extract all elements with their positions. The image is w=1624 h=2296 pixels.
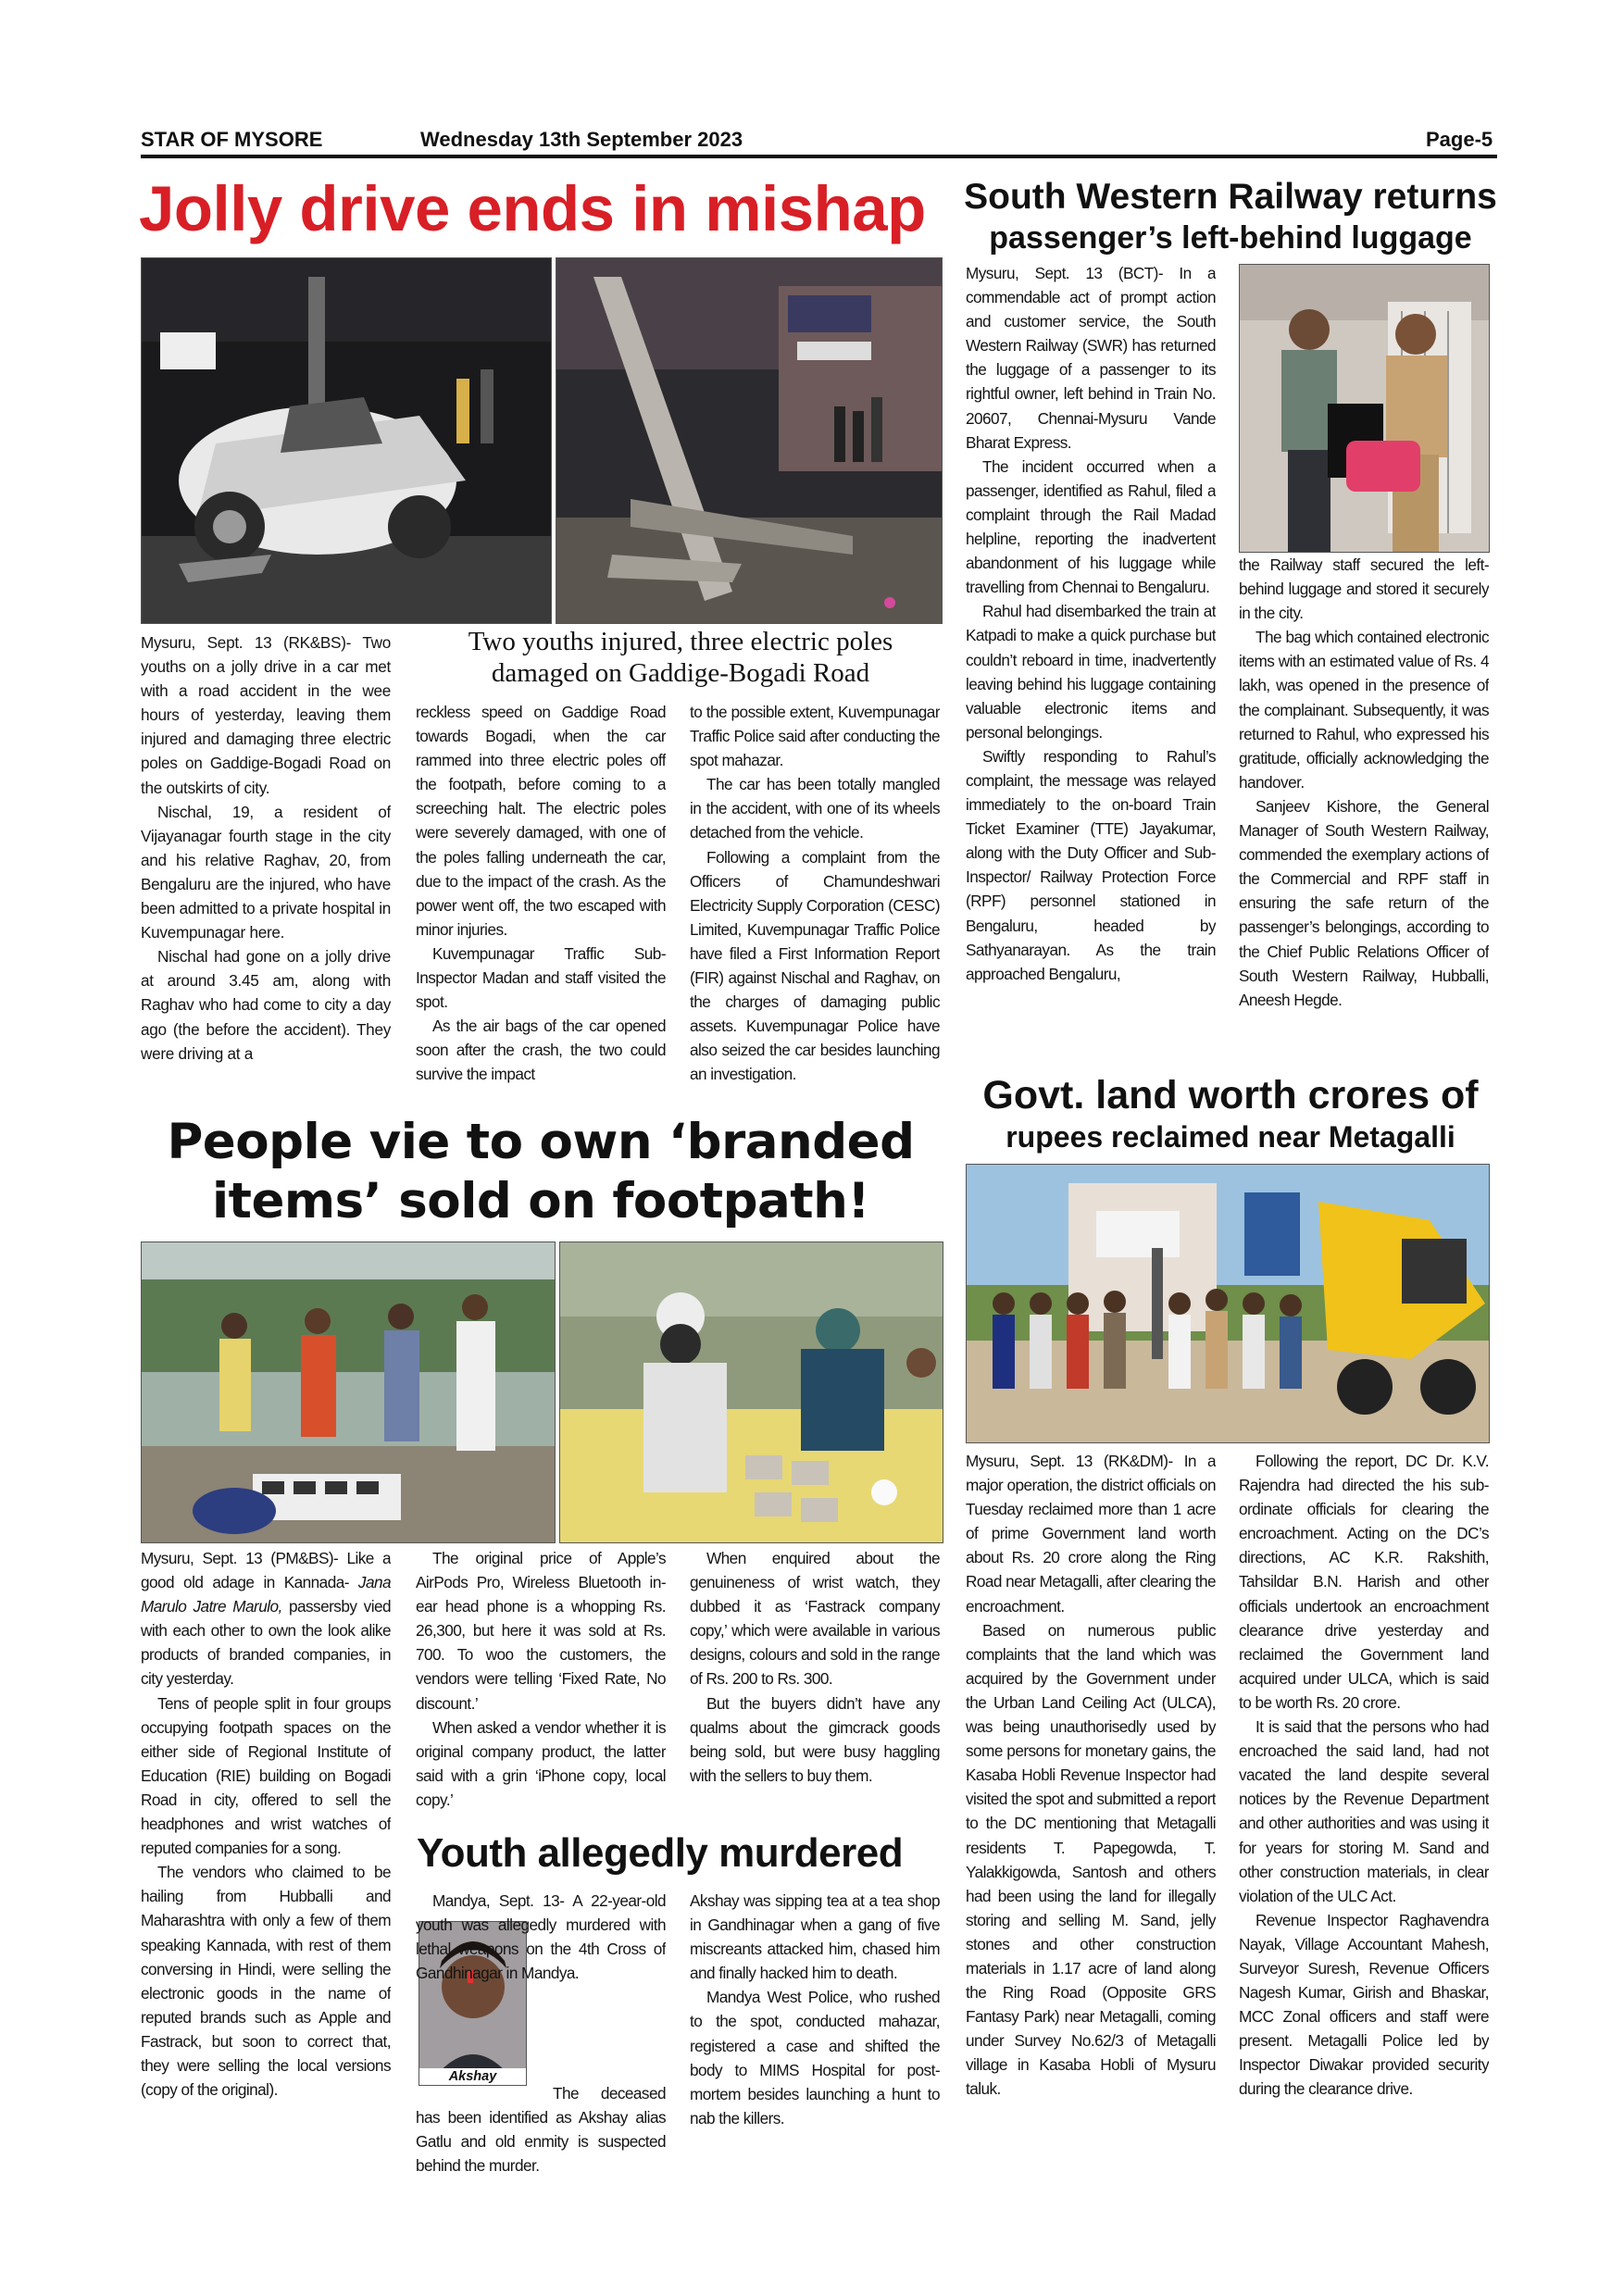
masthead-date: Wednesday 13th September 2023 (420, 128, 743, 151)
masthead-rule (141, 155, 1497, 158)
swr-para: The bag which contained electronic items with an estimated value of Rs. 4 lakh, was opened in the presence of the complainant. Subsequently, it was returned to Rahul, who expressed his gratitude, officially acknowledging the handover. (1239, 628, 1489, 792)
branded-para: The original price of Apple’s AirPods Pro, Wireless Bluetooth in-ear head phone is a whopping Rs. 26,300, but here it was sold at Rs. 700. To woo the customers, the vendors were telling ‘Fixed Rate, No discount.’ (416, 1549, 666, 1713)
jolly-para: Nischal had gone on a jolly drive at around 3.45 am, along with Raghav who had come to city a day ago (the before the accident). They were driving at a (141, 947, 391, 1063)
murder-dateline-text: Mandya, Sept. 13- A 22-year-old youth was allegedly murdered with lethal weapons on the 4th Cross of Gandhinagar in Mandya. (416, 1891, 666, 1983)
murder-column-1-top (416, 1889, 666, 2083)
subhead-jolly-line1: Two youths injured, three electric poles (468, 627, 893, 656)
subhead-jolly-line2: damaged on Gaddige-Bogadi Road (491, 658, 870, 688)
headline-branded-line1: People vie to own ‘branded (167, 1114, 915, 1170)
swr-para: Swiftly responding to Rahul’s complaint, the message was relayed immediately to the on-board Train Ticket Examiner (TTE) Jayakumar, along with the Duty Officer and Sub-Inspector/ Railway Protection Force (RPF) personnel stationed in Bengaluru, headed by Sathyanarayan. As the train approached Bengaluru, (966, 746, 1216, 983)
headline-branded-items (137, 1113, 944, 1231)
branded-para: When enquired about the genuineness of wrist watch, they dubbed it as ‘Fastrack company copy,’ which were available in various designs, colours and sold in the range of Rs. 200 to Rs. 300. (690, 1549, 940, 1689)
branded-lead-rest: passersby vied with each other to own the look alike products of branded companies, in city yesterday. (141, 1597, 391, 1689)
photo-footpath-vendors (141, 1242, 556, 1543)
govt-column-1 (966, 1449, 1216, 2183)
jolly-para: reckless speed on Gaddige Road towards Bogadi, when the car rammed into three electric poles off the footpath, before coming to a screeching halt. The electric poles were severely damaged, with one of the poles falling underneath the car, due to the impact of the crash. As the power went off, the two escaped with minor injuries. (416, 703, 666, 939)
branded-adage: Jana Marulo Jatre Marulo, (141, 1573, 391, 1616)
branded-para: But the buyers didn’t have any qualms about the gimcrack goods being sold, but were busy haggling with the sellers to buy them. (690, 1693, 940, 1785)
govt-para: Mysuru, Sept. 13 (RK&DM)- In a major operation, the district officials on Tuesday reclaimed more than 1 acre of prime Government land worth about Rs. 20 crore along the Ring Road near Metagalli, after clearing the encroachment. (966, 1452, 1216, 1616)
swr-column-1 (966, 261, 1216, 1067)
branded-para: The vendors who claimed to be hailing from Hubballi and Maharashtra with only a few of them speaking Kannada, with rest of them conversing in Hindi, were selling the electronic goods in the name of reputed brands such as Apple and Fastrack, but soon to correct that, they were selling the local versions (copy of the original). (141, 1863, 391, 2100)
govt-para: Following the report, DC Dr. K.V. Rajendra had directed the his sub-ordinate officials for clearing the encroachment. Acting on the DC’s directions, AC K.R. Rakshith, Tahsildar B.N. Harish and other officials undertook an encroachment clearance drive yesterday and reclaimed the Government land acquired under ULCA, which is said to be worth Rs. 20 crore. (1239, 1452, 1489, 1712)
murder-para (416, 1889, 666, 1985)
branded-para: Tens of people split in four groups occupying footpath spaces on the either side of Regional Institute of Education (RIE) building on Bogadi Road in city, offered to sell the headphones and wrist watches of reputed companies for a song. (141, 1693, 391, 1858)
masthead-page-number: Page-5 (1426, 128, 1493, 151)
headline-jolly-drive: Jolly drive ends in mishap (139, 173, 926, 244)
swr-para: Sanjeev Kishore, the General Manager of South Western Railway, commended the exemplary actions of the Commercial and RPF staff in ensuring the safe return of the passenger’s belongings, according to the Chief Public Relations Officer of South Western Railway, Hubballi, Aneesh Hegde. (1239, 796, 1489, 1009)
jolly-para: to the possible extent, Kuvempunagar Traffic Police said after conducting the spot mahazar. (690, 703, 940, 770)
swr-para: Mysuru, Sept. 13 (BCT)- In a commendable act of prompt action and customer service, the South Western Railway (SWR) has returned the luggage of a passenger to its rightful owner, left behind in Train No. 20607, Chennai-Mysuru Vande Bharat Express. (966, 264, 1216, 452)
headline-govt-land (963, 1072, 1498, 1155)
swr-column-2 (1239, 553, 1489, 1067)
photo-wrecked-car (141, 257, 552, 624)
branded-column-3 (690, 1546, 940, 1824)
govt-para: Based on numerous public complaints that the land which was acquired by the Government under the Urban Land Ceiling Act (ULCA), was being unauthorisedly used by some persons for monetary gains, the Kasaba Hobli Revenue Inspector had visited the spot and submitted a report to the DC mentioning that Metagalli residents T. Papegowda, T. Yalakkigowda, Santosh and others had been using the land for illegally storing and selling M. Sand, jelly stones and other construction materials in 1.17 acre of land along the Ring Road (Opposite GRS Fantasy Park) near Metagalli, coming under Survey No.62/3 of Metagalli village in Kasaba Hobli of Mysuru taluk. (966, 1620, 1216, 2099)
murder-column-2 (690, 1889, 940, 2183)
swr-para: the Railway staff secured the left-behind luggage and stored it securely in the city. (1239, 555, 1489, 623)
jolly-column-1 (141, 630, 391, 1112)
branded-para-lead (141, 1546, 391, 1691)
headline-swr (963, 176, 1498, 257)
swr-para: Rahul had disembarked the train at Katpadi to make a quick purchase but couldn’t reboard in time, inadvertently leaving behind his luggage containing valuable electronic items and personal belongings. (966, 602, 1216, 742)
headline-govt-line2: rupees reclaimed near Metagalli (1006, 1120, 1455, 1154)
subhead-jolly-drive (421, 626, 940, 689)
headline-branded-line2: items’ sold on footpath! (211, 1173, 870, 1229)
branded-para: When asked a vendor whether it is original company product, the latter said with a grin ‘iPhone copy, local copy.’ (416, 1717, 666, 1809)
masthead-paper-name: STAR OF MYSORE (141, 128, 323, 151)
photo-caption-akshay: Akshay (419, 2068, 526, 2085)
murder-para: The deceased has been identified as Akshay alias Gatlu and old enmity is suspected behind the murder. (416, 2084, 666, 2176)
jolly-para: Kuvempunagar Traffic Sub-Inspector Madan and staff visited the spot. (416, 943, 666, 1012)
branded-column-2 (416, 1546, 666, 1824)
headline-swr-line2: passenger’s left-behind luggage (989, 220, 1472, 256)
murder-para: Akshay was sipping tea at a tea shop in Gandhinagar when a gang of five miscreants attacked him, chased him and finally hacked him to death. (690, 1891, 940, 1983)
jolly-para: Following a complaint from the Officers of Chamundeshwari Electricity Supply Corporation (CESC) Limited, Kuvempunagar Traffic Police have filed a First Information Report (FIR) against Nischal and Raghav, on the charges of damaging public assets. Kuvempunagar Police have also seized the car besides launching an investigation. (690, 847, 940, 1084)
govt-column-2 (1239, 1449, 1489, 2183)
branded-column-1 (141, 1546, 391, 2183)
jolly-para: As the air bags of the car opened soon after the crash, the two could survive the impact (416, 1017, 666, 1084)
jolly-para: The car has been totally mangled in the accident, with one of its wheels detached from the vehicle. (690, 775, 940, 842)
jolly-column-2 (416, 700, 666, 1113)
photo-watch-seller (559, 1242, 943, 1543)
jolly-para: Mysuru, Sept. 13 (RK&BS)- Two youths on a jolly drive in a car met with a road accident in the wee hours of yesterday, leaving them injured and damaging three electric poles on Gaddige-Bogadi Road on the outskirts of city. (141, 633, 391, 797)
photo-luggage-handover (1239, 264, 1490, 553)
photo-land-reclaim (966, 1164, 1490, 1443)
govt-para: It is said that the persons who had encroached the said land, had not vacated the land despite several notices by the Revenue Department and other authorities and was using it for years for storing M. Sand and other construction materials, in clear violation of the ULC Act. (1239, 1717, 1489, 1905)
headline-govt-line1: Govt. land worth crores of (982, 1073, 1479, 1117)
headline-swr-line1: South Western Railway returns (964, 177, 1497, 217)
jolly-para: Nischal, 19, a resident of Vijayanagar fourth stage in the city and his relative Raghav, 20, from Bengaluru are the injured, who have been admitted to a private hospital in Kuvempunagar here. (141, 802, 391, 942)
photo-damaged-pole (556, 257, 943, 624)
jolly-column-3 (690, 700, 940, 1113)
headline-youth-murdered: Youth allegedly murdered (417, 1830, 904, 1876)
murder-para: Mandya West Police, who rushed to the spot, conducted mahazar, registered a case and shifted the body to MIMS Hospital for post-mortem besides launching a hunt to nab the killers. (690, 1988, 940, 2128)
swr-para: The incident occurred when a passenger, identified as Rahul, filed a complaint through the Rail Madad helpline, reporting the inadvertent abandonment of his luggage while travelling from Chennai to Bengaluru. (966, 456, 1216, 597)
murder-column-1-bottom (416, 2081, 666, 2183)
govt-para: Revenue Inspector Raghavendra Nayak, Village Accountant Mahesh, Surveyor Suresh, Revenue Officers Nagesh Kumar, Girish and Bhaskar, MCC Zonal officers and staff were present. Metagalli Police led by Inspector Diwakar provided security during the clearance drive. (1239, 1910, 1489, 2099)
branded-lead-text: Mysuru, Sept. 13 (PM&BS)- Like a good old adage in Kannada- (141, 1549, 391, 1592)
